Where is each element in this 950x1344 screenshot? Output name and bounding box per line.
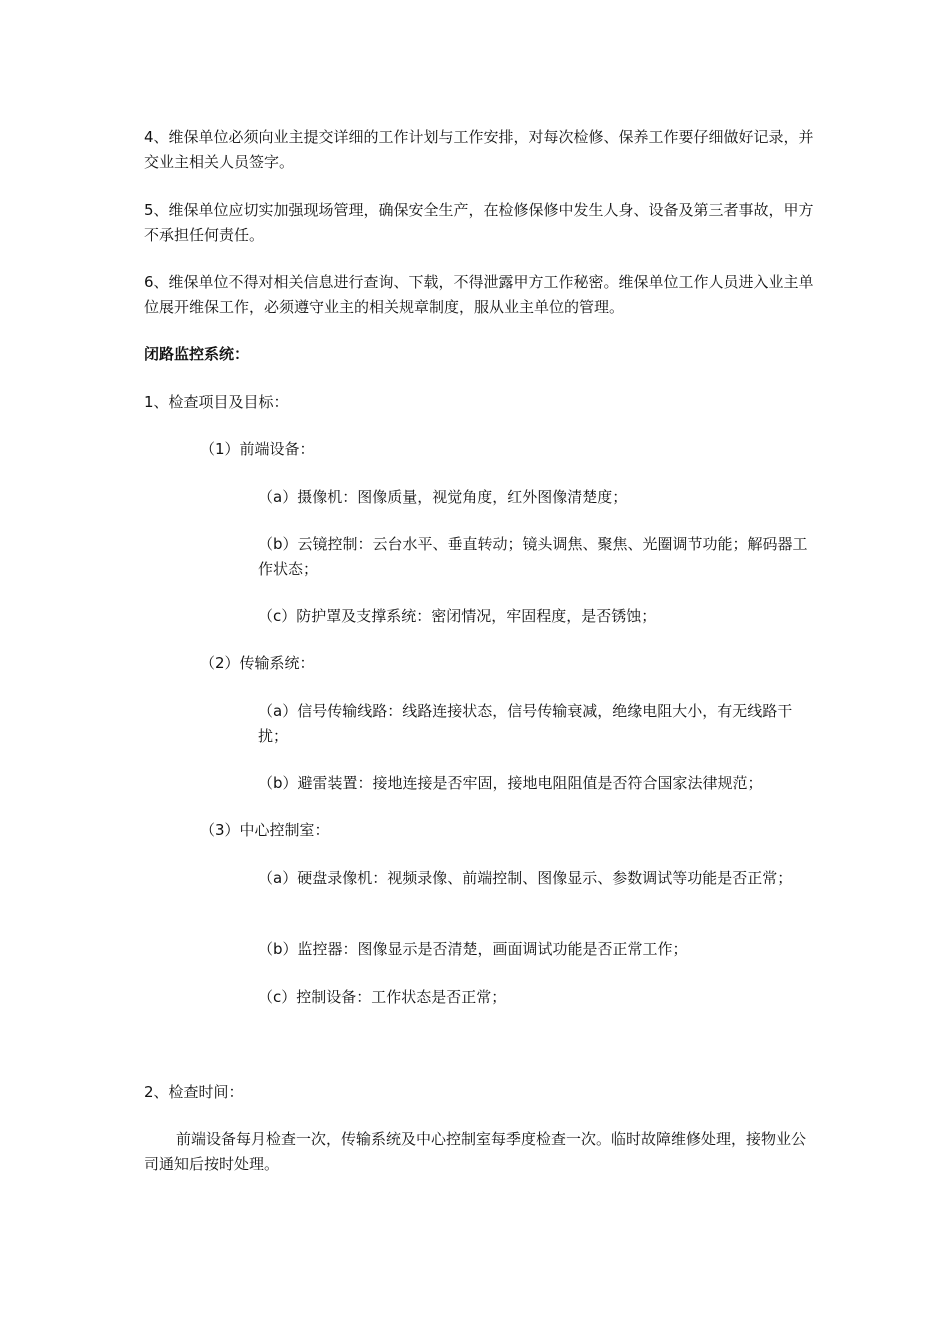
control-room-title: （3）中心控制室： [200,821,330,839]
front-end-item-b: （b）云镜控制：云台水平、垂直转动；镜头调焦、聚焦、光圈调节功能；解码器工作状态； [258,535,808,578]
paragraph-item-6: 6、维保单位不得对相关信息进行查询、下载，不得泄露甲方工作秘密。维保单位工作人员进入业主单位展开维保工作，必须遵守业主的相关规章制度，服从业主单位的管理。 [144,273,814,316]
control-room-item-a: （a）硬盘录像机：视频录像、前端控制、图像显示、参数调试等功能是否正常； [258,869,793,887]
subsection-title-inspection-time: 2、检查时间： [144,1083,244,1101]
transmission-item-a: （a）信号传输线路：线路连接状态，信号传输衰减，绝缘电阻大小，有无线路干扰； [258,702,793,745]
front-end-equipment-title: （1）前端设备： [200,440,315,458]
transmission-system-title: （2）传输系统： [200,654,315,672]
control-room-item-c: （c）控制设备：工作状态是否正常； [258,988,507,1006]
control-room-item-b: （b）监控器：图像显示是否清楚，画面调试功能是否正常工作； [258,940,688,958]
transmission-item-b: （b）避雷装置：接地连接是否牢固，接地电阻阻值是否符合国家法律规范； [258,774,763,792]
front-end-item-c: （c）防护罩及支撑系统：密闭情况，牢固程度，是否锈蚀； [258,607,657,625]
inspection-time-body: 前端设备每月检查一次，传输系统及中心控制室每季度检查一次。临时故障维修处理，接物业公司通知后按时处理。 [144,1130,807,1173]
paragraph-item-4: 4、维保单位必须向业主提交详细的工作计划与工作安排，对每次检修、保养工作要仔细做好记录，并交业主相关人员签字。 [144,128,814,171]
section-title-cctv: 闭路监控系统： [144,345,250,363]
subsection-title-inspection-items: 1、检查项目及目标： [144,393,289,411]
front-end-item-a: （a）摄像机：图像质量，视觉角度，红外图像清楚度； [258,488,628,506]
paragraph-item-5: 5、维保单位应切实加强现场管理，确保安全生产，在检修保修中发生人身、设备及第三者事故，甲方不承担任何责任。 [144,201,814,244]
